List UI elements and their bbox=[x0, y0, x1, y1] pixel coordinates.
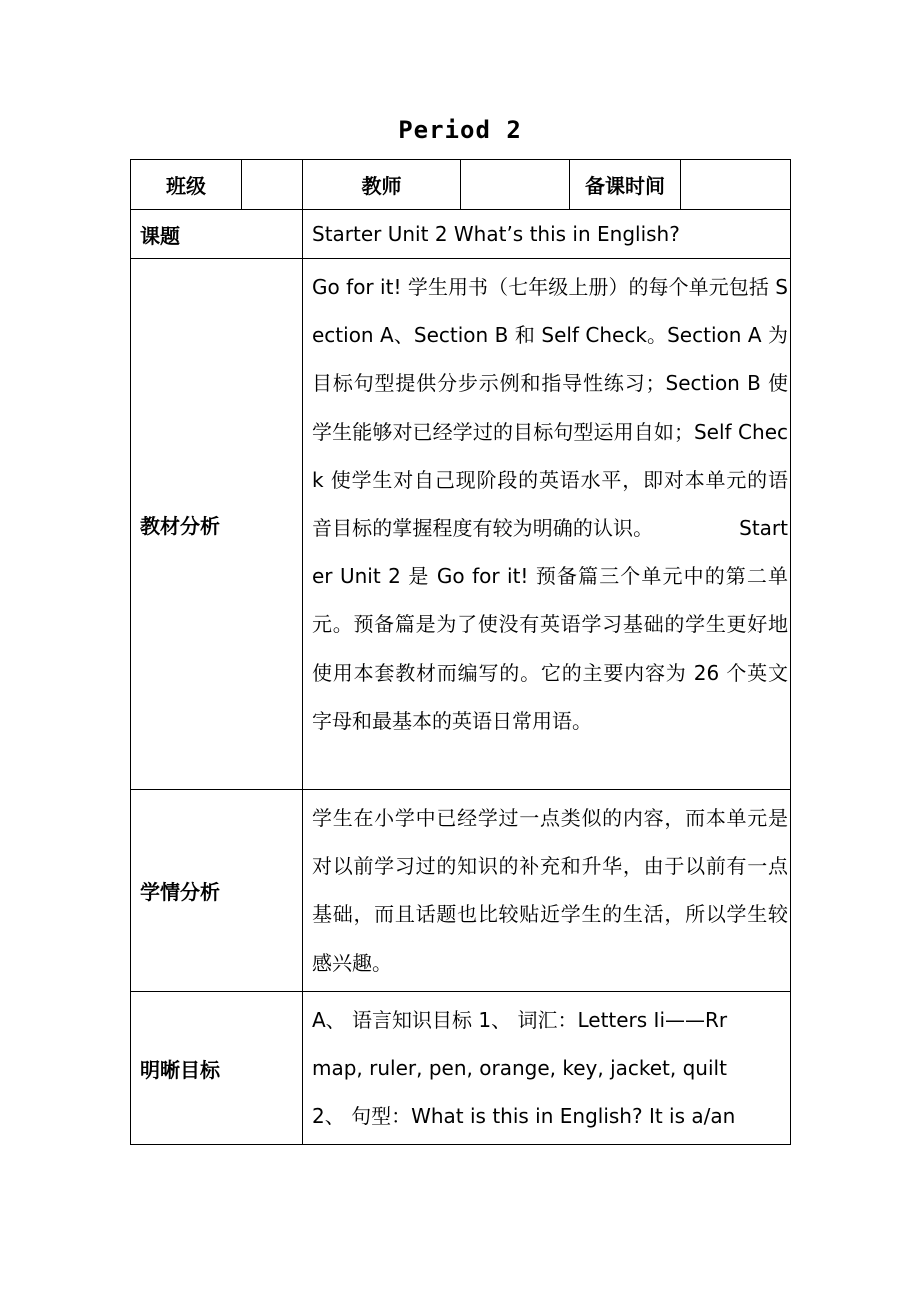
lesson-plan-table bbox=[130, 159, 791, 1145]
objectives-row bbox=[131, 991, 791, 1145]
header-row bbox=[131, 160, 791, 210]
objectives-line-1: A、 语言知识目标 1、 词汇：Letters Ii——Rr bbox=[312, 1007, 728, 1032]
class-label: 班级 bbox=[131, 160, 242, 210]
objectives-text bbox=[303, 991, 791, 1145]
topic-label: 课题 bbox=[131, 210, 303, 259]
objectives-line-3: 2、 句型：What is this in English? It is a/an bbox=[312, 1104, 736, 1129]
student-analysis-label: 学情分析 bbox=[131, 790, 303, 992]
prep-time-label: 备课时间 bbox=[570, 160, 681, 210]
objectives-label: 明晰目标 bbox=[131, 991, 303, 1145]
class-value-cell[interactable] bbox=[242, 160, 303, 210]
topic-value: Starter Unit 2 What’s this in English? bbox=[303, 210, 791, 259]
prep-time-value-cell[interactable] bbox=[681, 160, 791, 210]
teacher-value-cell[interactable] bbox=[461, 160, 570, 210]
material-analysis-row bbox=[131, 259, 791, 790]
student-analysis-row bbox=[131, 790, 791, 992]
student-analysis-text: 学生在小学中已经学过一点类似的内容，而本单元是对以前学习过的知识的补充和升华，由于以前有一点基础，而且话题也比较贴近学生的生活，所以学生较感兴趣。 bbox=[303, 790, 791, 992]
teacher-label: 教师 bbox=[303, 160, 461, 210]
page-title: Period 2 bbox=[398, 116, 522, 144]
material-analysis-part2: Starter Unit 2 是 Go for it! 预备篇三个单元中的第二单元。预备篇是为了使没有英语学习基础的学生更好地使用本套教材而编写的。它的主要内容为 26 个英文字母和最基本的英语日常用语。 bbox=[312, 516, 788, 733]
material-analysis-label: 教材分析 bbox=[131, 259, 303, 790]
material-analysis-part1: Go for it! 学生用书（七年级上册）的每个单元包括 Section A、Section B 和 Self Check。Section A 为目标句型提供分步示例和指导性练习；Section B 使学生能够对已经学过的目标句型运用自如；Self Check 使学生对自己现阶段的英语水平，即对本单元的语音目标的掌握程度有较为明确的认识。 bbox=[312, 275, 788, 541]
objectives-line-2: map, ruler, pen, orange, key, jacket, quilt bbox=[312, 1056, 727, 1081]
topic-row bbox=[131, 210, 791, 259]
material-analysis-text bbox=[303, 259, 791, 790]
